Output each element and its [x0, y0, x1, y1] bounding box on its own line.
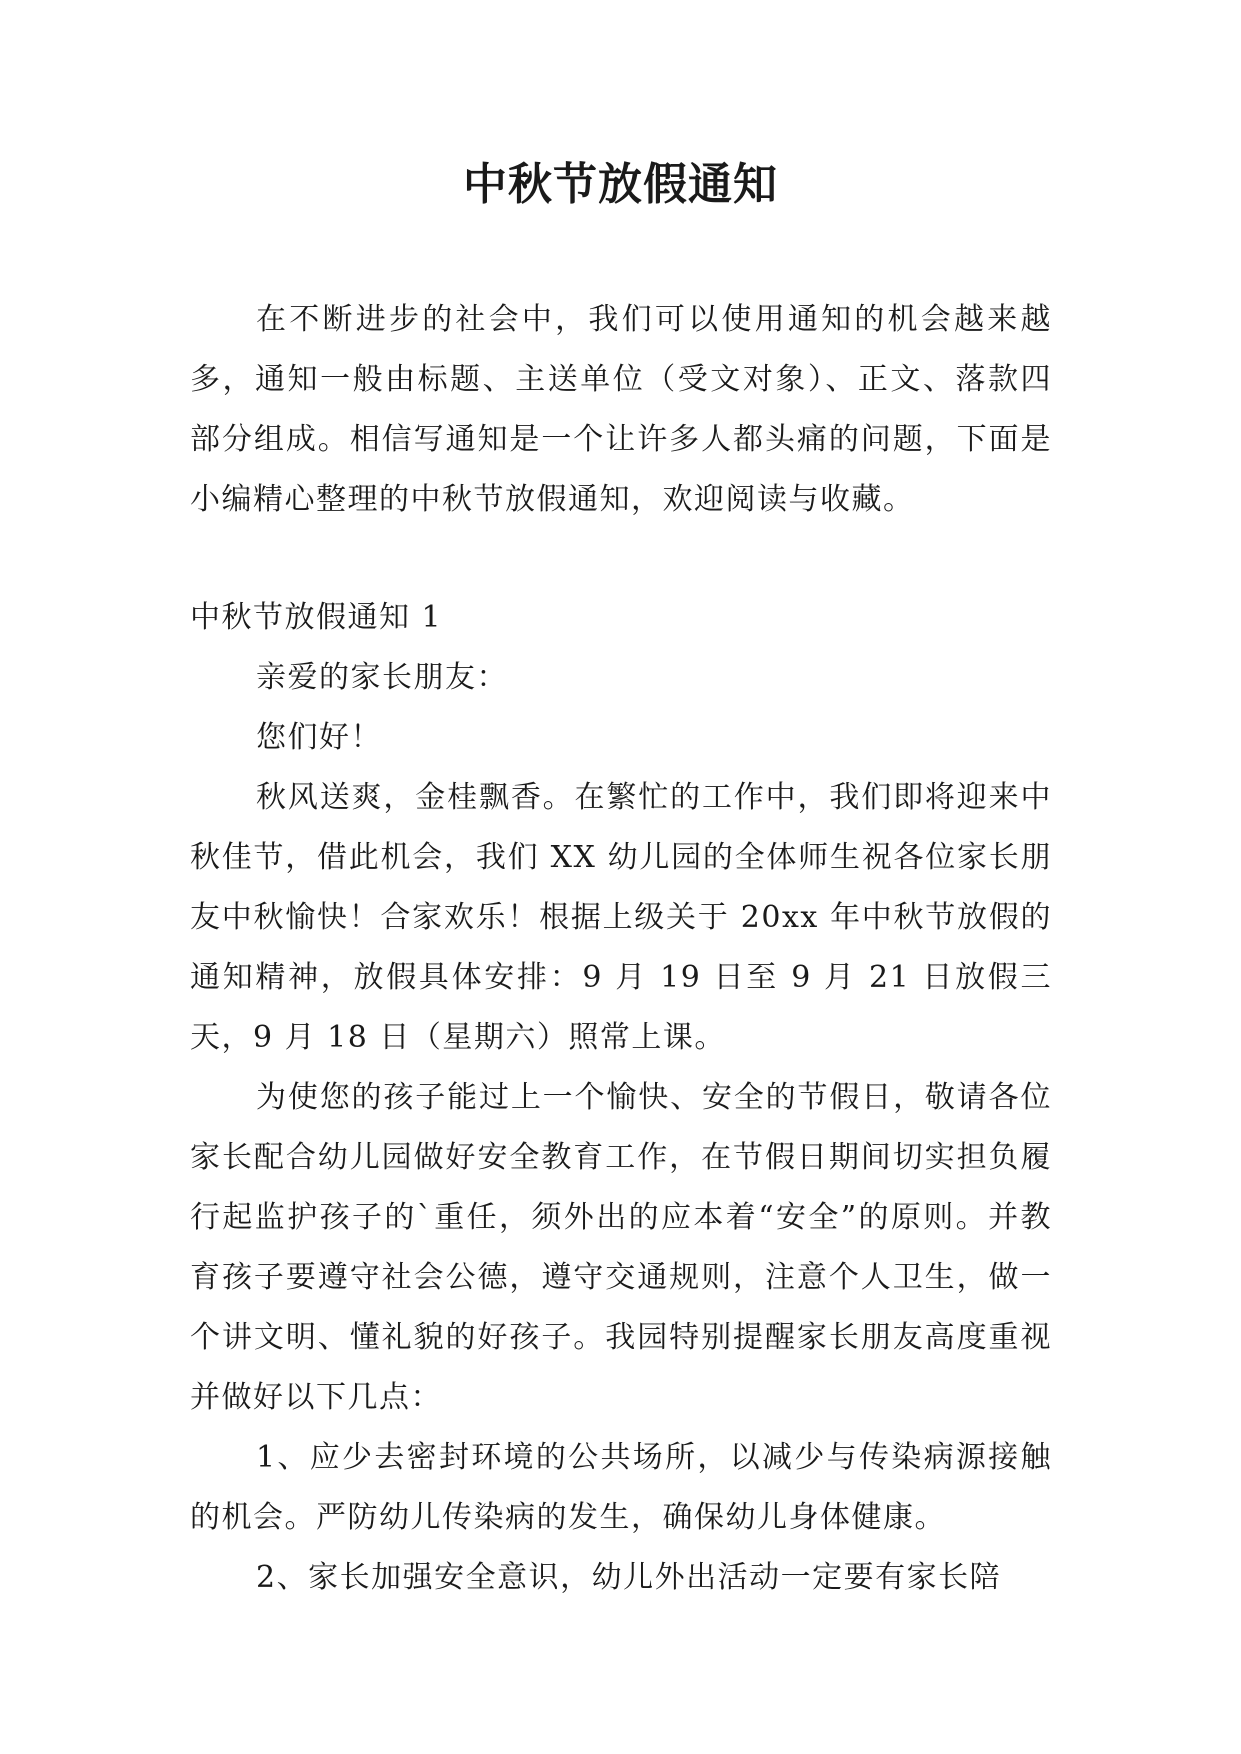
body-paragraph: 秋风送爽，金桂飘香。在繁忙的工作中，我们即将迎来中秋佳节，借此机会，我们 XX 幼儿园的全体师生祝各位家长朋友中秋愉快！合家欢乐！根据上级关于 20xx 年中秋节放假的通知精神，放假具体安排：9 月 19 日至 9 月 21 日放假三天，9 月 18 日（星期六）照常上课。	[190, 780, 1052, 1055]
salutation: 亲爱的家长朋友：	[256, 660, 508, 695]
document-title: 中秋节放假通知	[463, 159, 778, 210]
greeting: 您们好！	[256, 720, 382, 755]
section-heading: 中秋节放假通知 1	[190, 600, 443, 635]
document-body	[190, 290, 1052, 1608]
intro-paragraph: 在不断进步的社会中，我们可以使用通知的机会越来越多，通知一般由标题、主送单位（受文对象）、正文、落款四部分组成。相信写通知是一个让许多人都头痛的问题，下面是小编精心整理的中秋节放假通知，欢迎阅读与收藏。	[190, 302, 1052, 517]
list-item: 1、应少去密封环境的公共场所，以减少与传染病源接触的机会。严防幼儿传染病的发生，确保幼儿身体健康。	[190, 1440, 1052, 1535]
list-item: 2、家长加强安全意识，幼儿外出活动一定要有家长陪	[256, 1560, 1002, 1595]
body-paragraph: 为使您的孩子能过上一个愉快、安全的节假日，敬请各位家长配合幼儿园做好安全教育工作，在节假日期间切实担负履行起监护孩子的`重任，须外出的应本着“安全”的原则。并教育孩子要遵守社会公德，遵守交通规则，注意个人卫生，做一个讲文明、懂礼貌的好孩子。我园特别提醒家长朋友高度重视并做好以下几点：	[190, 1080, 1052, 1415]
